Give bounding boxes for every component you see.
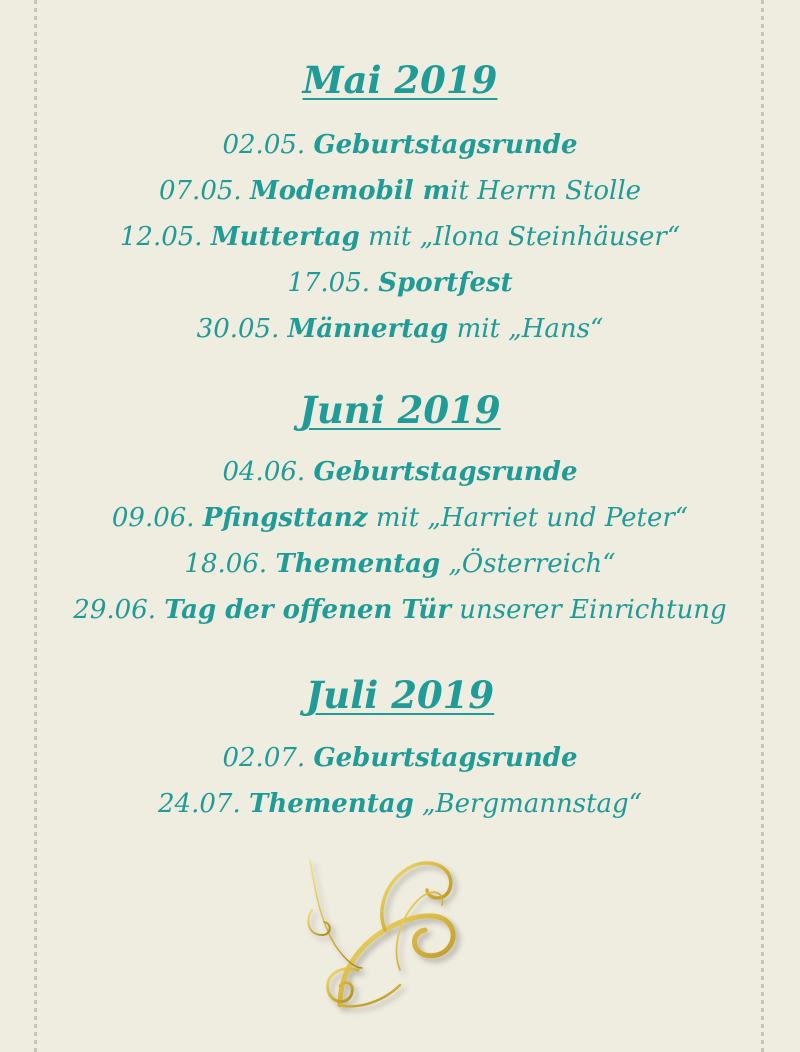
- event-detail: mit „Harriet und Peter“: [375, 503, 689, 533]
- event-date: 04.06.: [222, 457, 306, 487]
- event-date: 02.07.: [222, 743, 306, 773]
- gold-flourish-icon: [300, 850, 480, 1020]
- event-item: [40, 449, 760, 495]
- event-date: 17.05.: [287, 268, 371, 298]
- event-name: Männertag: [287, 314, 449, 344]
- month-section-june: [40, 388, 760, 633]
- event-name: Thementag: [275, 549, 441, 579]
- event-item: [40, 306, 760, 352]
- month-title: Mai 2019: [302, 58, 498, 102]
- event-detail: „Österreich“: [448, 549, 616, 579]
- event-detail: mit „Ilona Steinhäuser“: [368, 222, 681, 252]
- event-item: [40, 587, 760, 633]
- event-date: 02.05.: [222, 130, 306, 160]
- event-detail: mit „Hans“: [456, 314, 604, 344]
- event-date: 30.05.: [196, 314, 280, 344]
- event-item: [40, 168, 760, 214]
- event-name: Geburtstagsrunde: [313, 457, 578, 487]
- event-name: Geburtstagsrunde: [313, 130, 578, 160]
- event-date: 29.06.: [73, 595, 156, 625]
- event-date: 12.05.: [119, 222, 203, 252]
- left-dotted-border: [34, 0, 37, 1052]
- event-detail: „Bergmannstag“: [422, 789, 642, 819]
- event-item: [40, 735, 760, 781]
- event-name: Muttertag: [210, 222, 360, 252]
- event-date: 09.06.: [111, 503, 195, 533]
- event-name: Tag der offenen Tür: [164, 595, 452, 625]
- event-name: Pfingsttanz: [202, 503, 368, 533]
- event-detail: unserer Einrichtung: [459, 595, 727, 625]
- event-list: [40, 449, 760, 633]
- right-dotted-border: [761, 0, 764, 1052]
- event-list: [40, 735, 760, 827]
- event-item: [40, 122, 760, 168]
- event-item: [40, 260, 760, 306]
- event-name: Modemobil m: [249, 176, 451, 206]
- event-date: 18.06.: [184, 549, 268, 579]
- event-item: [40, 495, 760, 541]
- event-item: [40, 541, 760, 587]
- event-name: Geburtstagsrunde: [313, 743, 578, 773]
- month-title: Juli 2019: [305, 673, 495, 717]
- event-item: [40, 781, 760, 827]
- month-section-may: [40, 58, 760, 352]
- event-detail: it Herrn Stolle: [450, 176, 642, 206]
- month-section-july: [40, 673, 760, 827]
- event-name: Sportfest: [378, 268, 513, 298]
- event-name: Thementag: [248, 789, 414, 819]
- event-date: 24.07.: [158, 789, 241, 819]
- event-item: [40, 214, 760, 260]
- event-list: [40, 122, 760, 352]
- month-title: Juni 2019: [299, 388, 501, 432]
- event-date: 07.05.: [158, 176, 242, 206]
